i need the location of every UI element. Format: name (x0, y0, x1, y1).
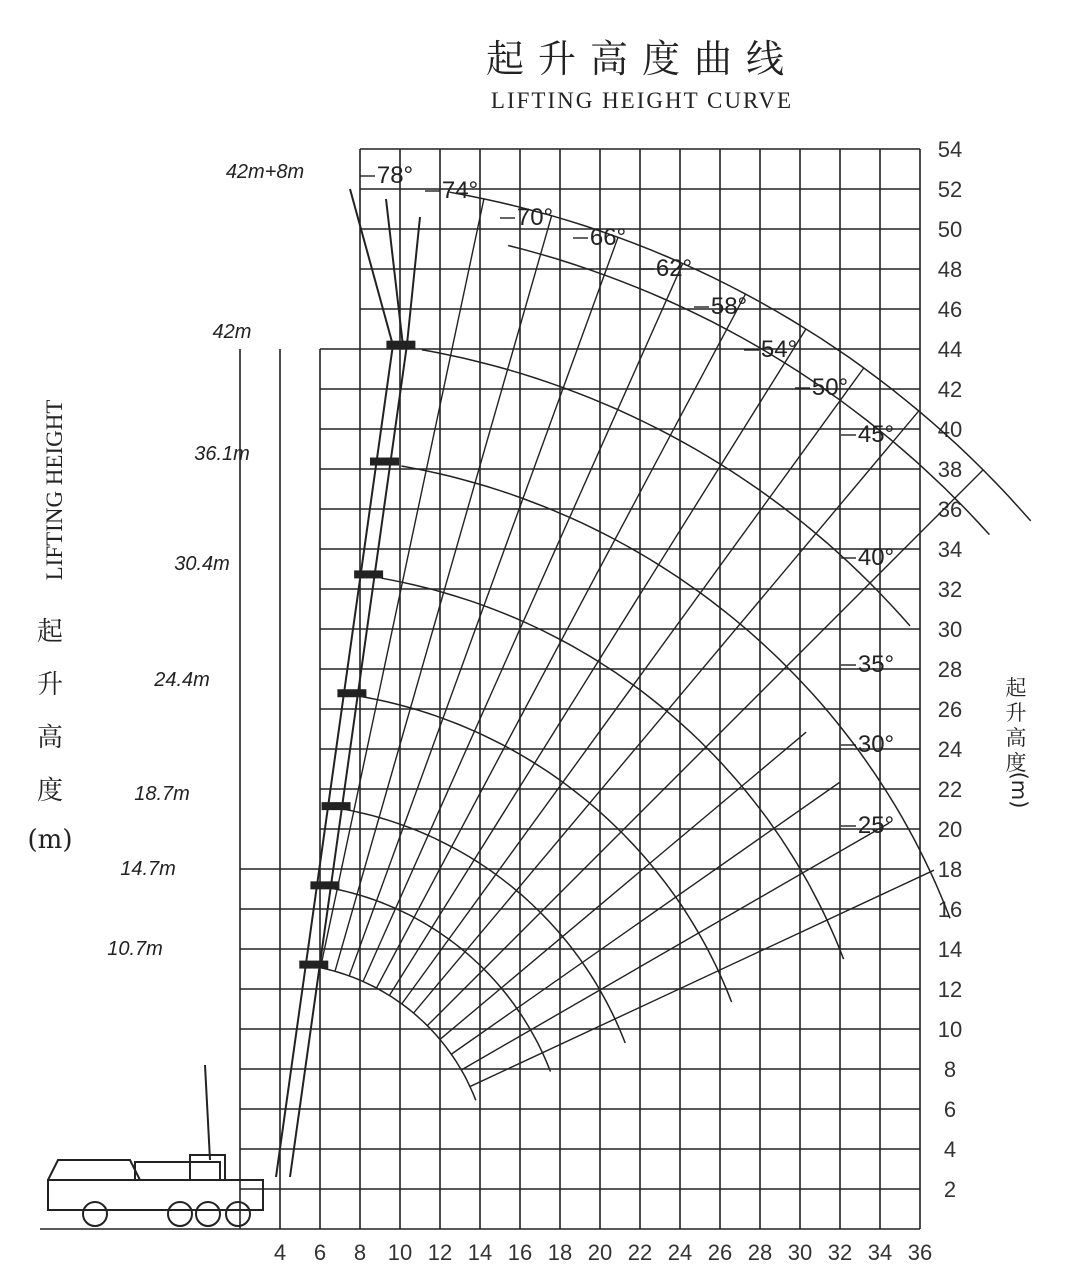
boom-curve-18.7m (341, 809, 625, 1043)
x-tick-label: 32 (827, 1240, 853, 1265)
truck-deck (135, 1162, 220, 1180)
x-tick-label: 6 (313, 1240, 327, 1265)
x-axis-ticks (274, 1240, 932, 1265)
y-tick-label: 34 (937, 537, 963, 562)
x-tick-label: 28 (747, 1240, 773, 1265)
y-tick-label: 52 (937, 177, 963, 202)
chart-title-en: LIFTING HEIGHT CURVE (490, 88, 794, 113)
x-tick-label: 36 (907, 1240, 933, 1265)
jib-line (350, 189, 393, 345)
x-tick-label: 10 (387, 1240, 413, 1265)
right-label-char: 起 (1005, 676, 1027, 700)
jib-line (407, 217, 420, 345)
left-axis-label-cn (37, 617, 63, 806)
y-axis-ticks (938, 137, 962, 1202)
left-label-char: 升 (36, 670, 64, 700)
angle-label: 45° (857, 421, 895, 448)
boom-section-joint (311, 882, 339, 889)
boom-curve-36.1m (401, 466, 950, 918)
y-tick-label: 10 (937, 1017, 963, 1042)
y-tick-label: 36 (937, 497, 963, 522)
crane-illustration (48, 189, 420, 1226)
truck-wheel (196, 1202, 220, 1226)
x-tick-label: 34 (867, 1240, 893, 1265)
angle-line-25 (470, 870, 934, 1086)
angle-line-74 (335, 216, 552, 972)
boom-section-joint (355, 571, 383, 578)
x-tick-label: 16 (507, 1240, 533, 1265)
y-tick-label: 4 (943, 1137, 957, 1162)
y-tick-label: 2 (943, 1177, 957, 1202)
left-label-char: 高 (36, 723, 64, 753)
angle-label: 40° (857, 544, 895, 571)
boom-curve-30.4m (382, 578, 844, 959)
boom-section-joint (370, 458, 398, 465)
boom-length-label: 42m (212, 321, 252, 343)
boom-length-label: 36.1m (194, 443, 250, 465)
x-tick-label: 18 (547, 1240, 573, 1265)
left-axis-unit: (m) (27, 825, 73, 855)
angle-label: 78° (376, 162, 414, 189)
y-tick-label: 6 (943, 1097, 957, 1122)
boom-edge (290, 345, 407, 1177)
y-tick-label: 50 (937, 217, 963, 242)
angle-line-66 (363, 263, 683, 981)
y-tick-label: 22 (937, 777, 963, 802)
right-axis-unit: (m) (1007, 771, 1031, 809)
boom-curve-24.4m (361, 696, 732, 1002)
right-label-char: 高 (1005, 726, 1027, 750)
x-tick-label: 8 (353, 1240, 367, 1265)
x-tick-label: 26 (707, 1240, 733, 1265)
x-tick-label: 30 (787, 1240, 813, 1265)
boom-section-joint (322, 803, 350, 810)
right-label-char: 度 (1005, 751, 1027, 775)
angle-line-78 (320, 199, 483, 968)
angle-label: 54° (760, 336, 798, 363)
left-axis-label-en: LIFTING HEIGHT (42, 399, 67, 581)
angle-label: 66° (589, 224, 627, 251)
angle-line-62 (376, 293, 748, 988)
boom-length-labels (107, 161, 304, 960)
angle-label: 58° (710, 293, 748, 320)
angle-label: 74° (441, 177, 479, 204)
y-tick-label: 12 (937, 977, 963, 1002)
y-tick-label: 44 (937, 337, 963, 362)
x-tick-label: 4 (273, 1240, 287, 1265)
chart-title-cn: 起升高度曲线 (485, 37, 799, 81)
y-tick-label: 40 (937, 417, 963, 442)
y-tick-label: 30 (937, 617, 963, 642)
y-tick-label: 20 (937, 817, 963, 842)
x-tick-label: 12 (427, 1240, 453, 1265)
boom-length-label: 14.7m (120, 858, 176, 880)
y-tick-label: 8 (943, 1057, 957, 1082)
y-tick-label: 38 (937, 457, 963, 482)
y-tick-label: 42 (937, 377, 963, 402)
x-tick-label: 20 (587, 1240, 613, 1265)
truck-wheel (226, 1202, 250, 1226)
y-tick-label: 18 (937, 857, 963, 882)
truck-cab (48, 1160, 140, 1180)
right-axis-label-cn (1006, 676, 1027, 775)
boom-length-label: 42m+8m (225, 161, 305, 183)
truck-wheel (168, 1202, 192, 1226)
angle-label: 70° (516, 204, 554, 231)
angle-line-30 (461, 823, 889, 1070)
y-tick-label: 48 (937, 257, 963, 282)
boom-section-joint (300, 961, 328, 968)
x-tick-label: 24 (667, 1240, 693, 1265)
angle-line-40 (440, 732, 806, 1039)
x-tick-label: 14 (467, 1240, 493, 1265)
angle-label: 25° (857, 812, 895, 839)
truck-wheel (83, 1202, 107, 1226)
y-tick-label: 46 (937, 297, 963, 322)
left-label-char: 起 (36, 617, 64, 647)
y-tick-label: 14 (937, 937, 963, 962)
jib-offset-curve (508, 246, 989, 535)
boom-section-joint (338, 690, 366, 697)
boom-length-label: 24.4m (154, 669, 210, 691)
right-label-char: 升 (1005, 701, 1027, 725)
angle-label: 50° (811, 374, 849, 401)
boom-length-label: 10.7m (107, 938, 163, 960)
boom-angle-lines (320, 199, 983, 1087)
angle-label: 62° (655, 255, 693, 282)
angle-line-45 (427, 470, 983, 1026)
y-tick-label: 32 (937, 577, 963, 602)
y-tick-label: 16 (937, 897, 963, 922)
boom-length-label: 18.7m (134, 783, 190, 805)
angle-line-50 (414, 411, 919, 1013)
angle-label: 30° (857, 731, 895, 758)
boom-length-curves (313, 192, 1030, 1100)
x-tick-label: 22 (627, 1240, 653, 1265)
boom-length-label: 30.4m (174, 553, 230, 575)
angle-label: 35° (857, 651, 895, 678)
boom-cylinder (205, 1065, 210, 1160)
y-tick-label: 28 (937, 657, 963, 682)
y-tick-label: 54 (937, 137, 963, 162)
boom-main (276, 345, 393, 1177)
angle-line-35 (451, 782, 839, 1054)
left-label-char: 度 (36, 776, 64, 806)
y-tick-label: 24 (937, 737, 963, 762)
y-tick-label: 26 (937, 697, 963, 722)
